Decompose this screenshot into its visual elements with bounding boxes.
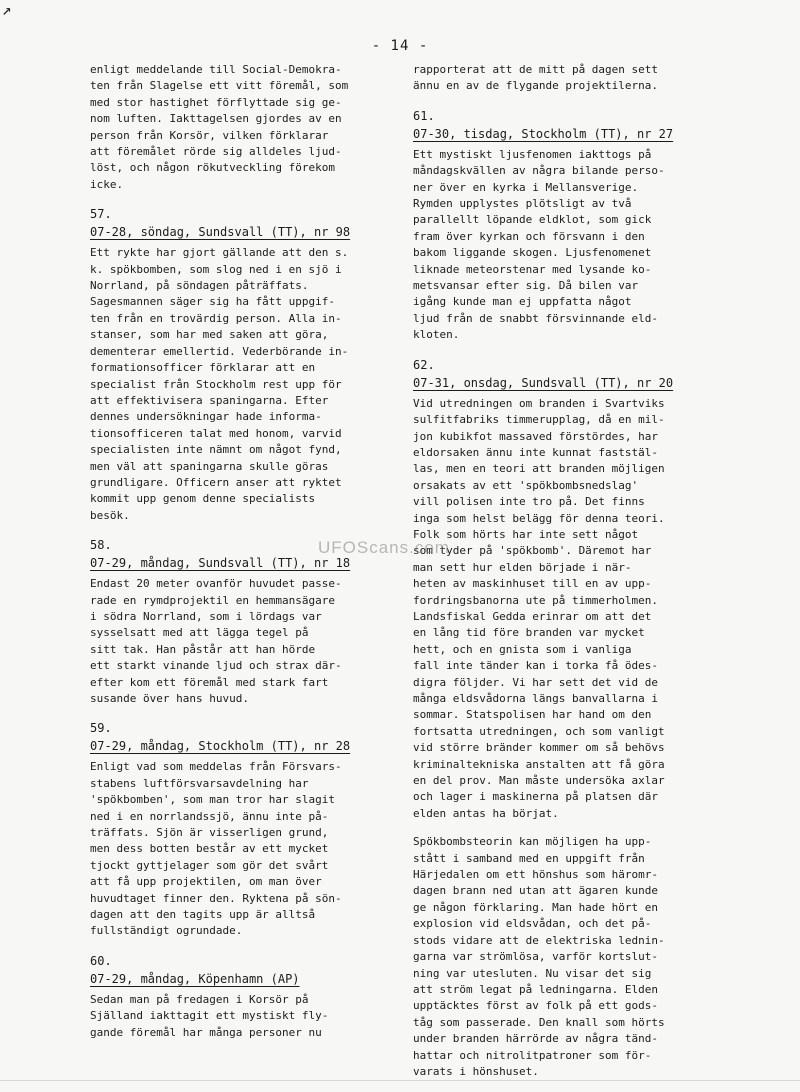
text-line: huvudtaget finner den. Ryktena på sön- xyxy=(90,891,342,905)
news-entry xyxy=(90,719,390,939)
text-line: Enligt vad som meddelas från Försvars- xyxy=(90,760,342,774)
text-line: hattar och nitrolitpatroner som för- xyxy=(413,1048,652,1062)
text-line: kommit upp genom denne specialists xyxy=(90,492,316,506)
text-line: grundligare. Officern anser att ryktet xyxy=(90,475,342,489)
text-line: stods vidare att de elektriska lednin- xyxy=(413,933,665,947)
text-line: explosion vid eldsvådan, och det på- xyxy=(413,917,652,931)
text-line: ning var utesluten. Nu visar det sig xyxy=(413,966,652,980)
text-line: Spökbombsteorin kan möjligen ha upp- xyxy=(413,835,652,849)
text-line: Landsfiskal Gedda erinrar om att det xyxy=(413,609,652,623)
text-line: parallellt löpande eldklot, som gick xyxy=(413,213,652,227)
text-line: ner över en kyrka i Mellansverige. xyxy=(413,180,639,194)
entry-heading: 07-29, måndag, Stockholm (TT), nr 28 xyxy=(90,739,351,754)
text-line: Vid utredningen om branden i Svartviks xyxy=(413,396,665,410)
text-line: dagen brann ned utan att ägaren kunde xyxy=(413,884,659,898)
entry-paragraph xyxy=(90,992,390,1041)
text-line: sulfitfabriks timmerupplag, då en mil- xyxy=(413,413,665,427)
text-line: att få upp projektilen, om man över xyxy=(90,875,322,889)
text-line: eldorsaken ännu inte kunnat faststäl- xyxy=(413,445,659,459)
text-line: sommar. Statspolisen har hand om den xyxy=(413,708,652,722)
entry-number: 60. xyxy=(90,953,112,968)
text-line: Norrland, på söndagen påträffats. xyxy=(90,279,309,293)
page-number: - 14 - xyxy=(371,38,429,54)
text-line: upptäcktes först av folk på ett gods- xyxy=(413,999,659,1013)
text-line: dementerar emellertid. Vederbörande in- xyxy=(90,344,349,358)
text-line: ned i en norrlandssjö, ännu inte på- xyxy=(90,809,329,823)
text-line: kriminaltekniska anstalten att få göra xyxy=(413,757,665,771)
text-line: bakom liggande skogen. Ljusfenomenet xyxy=(413,246,652,260)
entry-number: 57. xyxy=(90,207,112,222)
text-line: rade en rymdprojektil en hemmansägare xyxy=(90,593,336,607)
news-entry xyxy=(90,205,390,524)
text-line: nom luften. Iakttagelsen gjordes av en xyxy=(90,112,342,126)
entry-number: 61. xyxy=(413,108,435,123)
text-line: garna var strömlösa, varför kortslut- xyxy=(413,950,659,964)
text-line: rapporterat att de mitt på dagen sett xyxy=(413,63,659,76)
text-line: Endast 20 meter ovanför huvudet passe- xyxy=(90,577,342,591)
text-line: Själland iakttagit ett mystiskt fly- xyxy=(90,1009,329,1023)
text-line: löst, och någon rökutveckling förekom xyxy=(90,161,336,175)
right-column xyxy=(413,62,715,1092)
text-line: tåg som passerade. Den knall som hörts xyxy=(413,1015,665,1029)
text-line: stanser, som har med saken att göra, xyxy=(90,328,329,342)
page-bottom-edge xyxy=(0,1080,800,1081)
text-line: vill polisen inte tro på. Det finns xyxy=(413,495,645,509)
text-line: orsakats av ett 'spökbombsnedslag' xyxy=(413,478,639,492)
text-line: ten från en trovärdig person. Alla in- xyxy=(90,311,342,325)
text-line: vid större bränder kommer om så behövs xyxy=(413,741,665,755)
entry-heading: 07-29, måndag, Sundsvall (TT), nr 18 xyxy=(90,556,351,571)
entry-paragraph xyxy=(90,759,390,939)
text-line: susande över hans huvud. xyxy=(90,692,249,705)
entry-heading: 07-29, måndag, Köpenhamn (AP) xyxy=(90,971,300,986)
text-line: person från Korsör, vilken förklarar xyxy=(90,128,329,142)
text-line: specialisten inte nämnt om något fynd, xyxy=(90,443,342,457)
text-line: Ett mystiskt ljusfenomen iakttogs på xyxy=(413,147,652,161)
news-entry xyxy=(413,107,715,344)
text-line: digra följder. Vi har sett det vid de xyxy=(413,675,659,689)
entry-paragraph xyxy=(413,147,715,344)
text-line: las, men en teori att branden möjligen xyxy=(413,462,665,476)
text-line: en del prov. Man måste undersöka axlar xyxy=(413,774,665,788)
text-line: specialist från Stockholm rest upp för xyxy=(90,377,342,391)
text-line: besök. xyxy=(90,508,130,522)
continued-paragraph xyxy=(90,62,390,193)
text-line: under branden härrörde av några tänd- xyxy=(413,1032,659,1046)
text-line: fortsatta utredningen, och som vanligt xyxy=(413,724,665,738)
entry-paragraph xyxy=(90,576,390,707)
text-line: tionsofficeren talat med honom, varvid xyxy=(90,426,342,440)
text-line: varats i hönshuset. xyxy=(413,1064,539,1078)
text-line: ljud från de snabbt försvinnande eld- xyxy=(413,311,659,325)
text-line: stabens luftförsvarsavdelning har xyxy=(90,776,309,790)
text-line: sysselsatt med att lägga tegel på xyxy=(90,626,309,640)
news-entry xyxy=(90,952,390,1041)
entry-paragraph xyxy=(413,396,715,823)
text-line: metsvansar efter sig. Då bilen var xyxy=(413,279,639,293)
text-line: fram över kyrkan och försvann i den xyxy=(413,229,645,243)
text-line: Folk som hörts har inte sett något xyxy=(413,527,639,541)
watermark: UFOScans.com xyxy=(318,538,450,557)
text-line: Rymden upplystes plötsligt av två xyxy=(413,197,632,211)
text-line: fullständigt ogrundade. xyxy=(90,924,243,938)
text-line: gande föremål har många personer nu xyxy=(90,1025,322,1039)
text-line: att effektivisera spaningarna. Efter xyxy=(90,393,329,407)
news-entry xyxy=(90,536,390,707)
continued-paragraph xyxy=(413,62,715,95)
text-line: dennes undersökningar hade informa- xyxy=(90,410,322,424)
text-line: som tyder på 'spökbomb'. Däremot har xyxy=(413,544,652,558)
text-line: inga som helst belägg för denna teori. xyxy=(413,511,665,525)
text-line: heten av maskinhuset till en av upp- xyxy=(413,577,652,591)
text-line: tjockt gyttjelager som gör det svårt xyxy=(90,858,329,872)
text-line: igång kunde man ej uppfatta något xyxy=(413,295,632,309)
text-line: 'spökbomben', som man tror har slagit xyxy=(90,793,336,807)
text-line: många eldsvådorna längs banvallarna i xyxy=(413,692,659,705)
entry-number: 58. xyxy=(90,538,112,553)
text-line: en lång tid före branden var mycket xyxy=(413,626,645,640)
entry-heading: 07-30, tisdag, Stockholm (TT), nr 27 xyxy=(413,126,674,141)
text-line: efter kom ett föremål med stark fart xyxy=(90,675,329,689)
entry-number: 59. xyxy=(90,721,112,736)
text-line: ett starkt vinande ljud och strax där- xyxy=(90,659,342,673)
text-line: med stor hastighet förflyttade sig ge- xyxy=(90,95,342,109)
text-line: att föremålet rörde sig alldeles ljud- xyxy=(90,145,342,159)
text-line: och lager i maskinerna på platsen där xyxy=(413,790,659,804)
text-line: k. spökbomben, som slog ned i en sjö i xyxy=(90,262,342,276)
text-line: i södra Norrland, som i lördags var xyxy=(90,609,322,623)
text-line: att ström legat på ledningarna. Elden xyxy=(413,982,659,996)
text-line: jon kubikfot massaved förstördes, har xyxy=(413,429,659,443)
text-line: Ett rykte har gjort gällande att den s. xyxy=(90,246,349,260)
entry-paragraph xyxy=(90,245,390,524)
text-line: sitt tak. Han påstår att han hörde xyxy=(90,642,316,656)
text-line: men väl att spaningarna skulle göras xyxy=(90,459,329,473)
entry-number: 62. xyxy=(413,357,435,372)
text-line: formationsofficer förklarar att en xyxy=(90,361,316,375)
text-line: elden antas ha börjat. xyxy=(413,806,559,820)
text-line: liknade meteorstenar med lysande ko- xyxy=(413,262,652,276)
text-line: fall inte tänder kan i torka få ödes- xyxy=(413,659,659,673)
text-line: men dess botten består av ett mycket xyxy=(90,842,329,856)
text-line: fordringsbanorna ute på timmerholmen. xyxy=(413,593,659,607)
text-line: träffats. Sjön är visserligen grund, xyxy=(90,826,329,840)
text-line: ten från Slagelse ett vitt föremål, som xyxy=(90,79,349,93)
text-line: Härjedalen om ett hönshus som häromr- xyxy=(413,868,659,882)
text-line: måndagskvällen av några bilande perso- xyxy=(413,164,665,178)
text-line: stått i samband med en uppgift från xyxy=(413,851,645,865)
corner-mark: ↗ xyxy=(2,0,12,19)
text-line: man sett hur elden började i när- xyxy=(413,560,632,574)
entry-paragraph xyxy=(413,834,715,1080)
text-line: Sedan man på fredagen i Korsör på xyxy=(90,992,309,1006)
entry-heading: 07-31, onsdag, Sundsvall (TT), nr 20 xyxy=(413,375,674,390)
entry-heading: 07-28, söndag, Sundsvall (TT), nr 98 xyxy=(90,225,351,240)
text-line: enligt meddelande till Social-Demokra- xyxy=(90,63,342,76)
text-line: ge någon förklaring. Man hade hört en xyxy=(413,900,659,914)
text-line: ännu en av de flygande projektilerna. xyxy=(413,79,659,93)
text-line: hett, och en gnista som i vanliga xyxy=(413,642,632,656)
text-line: icke. xyxy=(90,177,124,191)
text-line: kloten. xyxy=(413,328,460,342)
text-line: dagen att den tagits upp är alltså xyxy=(90,908,316,922)
news-entry xyxy=(413,356,715,1081)
text-line: Sagesmannen säger sig ha fått uppgif- xyxy=(90,295,336,309)
